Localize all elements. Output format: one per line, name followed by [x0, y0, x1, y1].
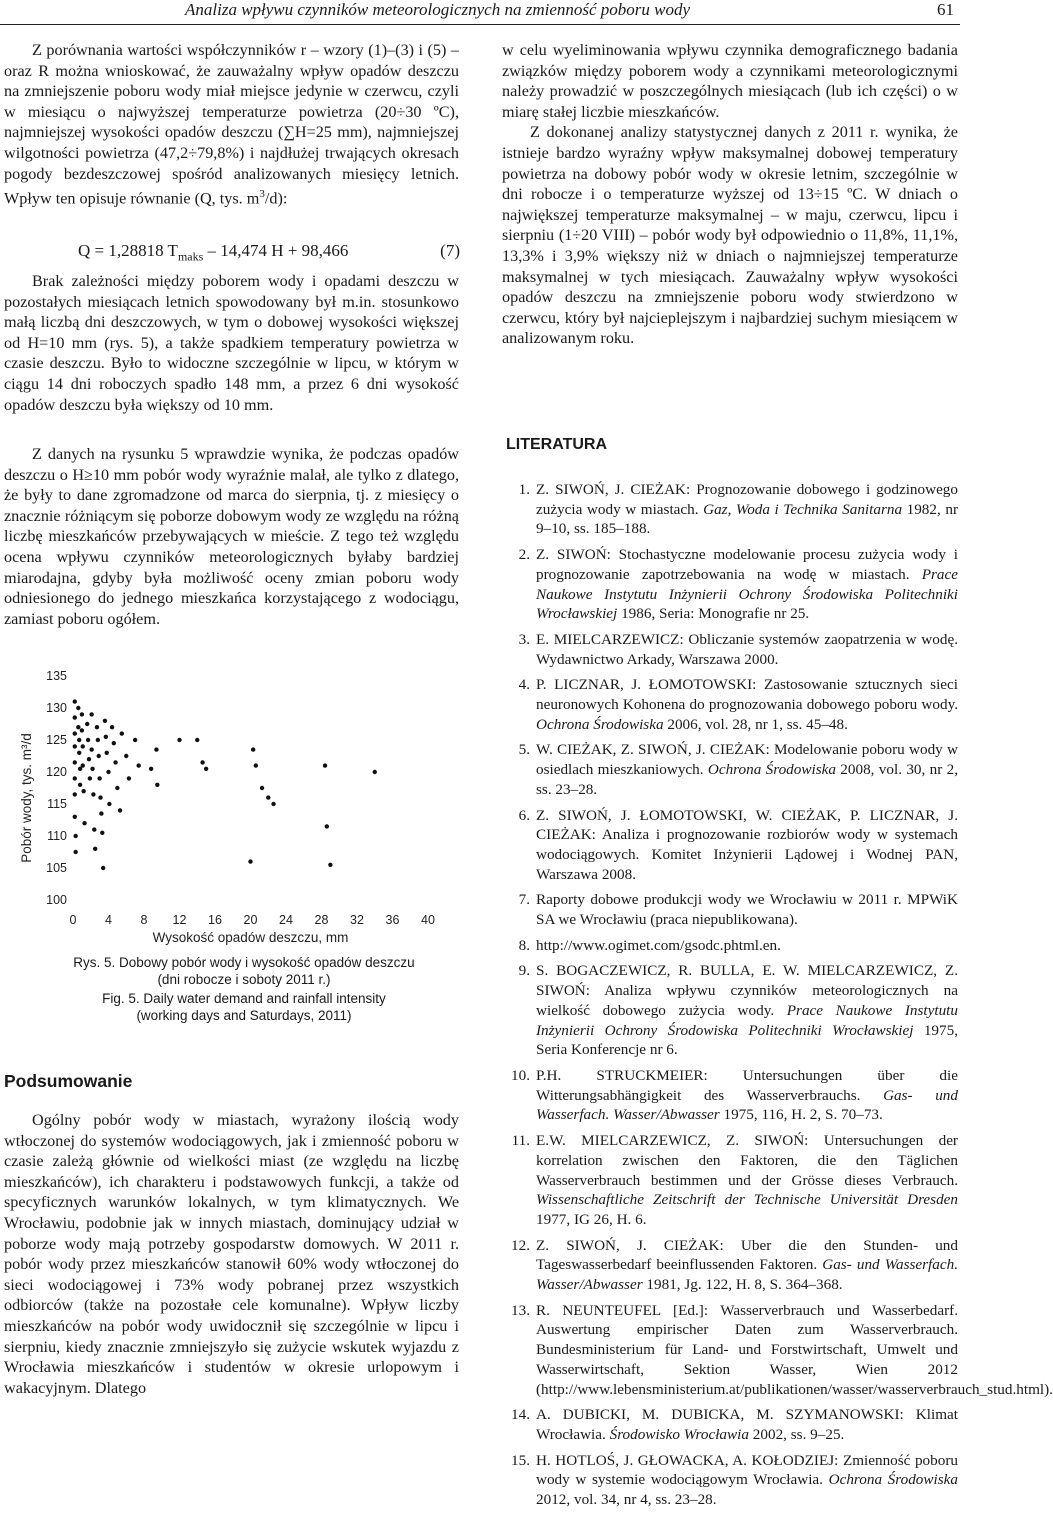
y-tick-label: 100 [46, 893, 67, 907]
scatter-chart [15, 660, 445, 950]
left-paragraph-1: Z porównania wartości współczynników r – wzory (1)–(3) i (5) – oraz R można wnioskować, że zauważalny wpływ opadów deszczu na zmniejszenie poboru wody miał miejsce jedynie w czerwcu, czyli w miesiącu o najwyższej temperaturze powietrza (20÷30 ºC), najmniejszej wysokości opadów deszczu (∑H=25 mm), najmniejszej wilgotności powietrza (47,2÷79,8%) i najdłużej trwających okresach pogody bezdeszczowej spośród analizowanych miesięcy letnich. Wpływ ten opisuje równanie (Q, tys. $m^3/d$): [4, 41, 459, 208]
data-point [73, 760, 77, 764]
data-point [204, 767, 208, 771]
data-point [124, 754, 128, 758]
data-point [133, 738, 137, 742]
data-point [118, 808, 122, 812]
data-point [149, 767, 153, 771]
data-point [73, 715, 77, 719]
left-paragraph-2: Brak zależności między poborem wody i opadami deszczu w pozostałych miesiącach letnich spowodowany był m.in. stosunkowo małą liczbą dni deszczowych, w tym o dobowej wysokości większej od H=10 mm (rys. 5), a także spadkiem temperatury powietrza w czasie deszczu. Było to widoczne szczególnie w lipcu, w którym w ciągu 14 dni roboczych spadło 148 mm, a przez 6 dni wysokość opadów deszczu była większy od 10 mm. [4, 272, 459, 414]
data-point [373, 770, 377, 774]
reference-number: 9. [518, 962, 530, 980]
data-point [76, 706, 80, 710]
y-tick-label: 130 [46, 701, 67, 715]
reference-number: 14. [511, 1406, 530, 1424]
data-point [100, 831, 104, 835]
figure-caption-en: Fig. 5. Daily water demand and rainfall intensity (working days and Saturdays, 2011) [102, 991, 386, 1023]
summary-paragraph: Ogólny pobór wody w miastach, wyrażony ilością wody wtłoczonej do systemów wodociągowych, jak i zmienność poboru w czasie zależą głównie od wielkości miast (ze względu na liczbę mieszkańców), ich charakteru i podstawowych funkcji, a także od specyficznych warunków lokalnych, w tym klimatycznych. We Wrocławiu, podobnie jak w innych miastach, dominujący udział w poborze wody mają potrzeby gospodarstw domowych. W 2011 r. pobór wody przez mieszkańców stanowił 60% wody wtłoczonej do sieci wodociągowej i 73% wody pobranej przez wszystkich odbiorców (także na pozostałe cele komunalne). Wpływ liczby mieszkańców na pobór wody uwidocznił się szczególnie w lipcu i sierpniu, kiedy znacznie zmniejszyło się zużycie wskutek wyjazdu z Wrocławia mieszkańców i studentów w okresie urlopowym i wakacyjnym. Dlatego [4, 1111, 459, 1397]
data-point [113, 760, 117, 764]
reference-item: 15. H. HOTLOŚ, J. GŁOWACKA, A. KOŁODZIEJ: Zmienność poboru wody w systemie wodociągowym Wrocławia. Ochrona Środowiska 2012, vol. 34, nr 4, ss. 23–28. [506, 1451, 958, 1510]
data-point [248, 859, 252, 863]
data-point [73, 776, 77, 780]
data-point [76, 725, 80, 729]
data-point [97, 754, 101, 758]
reference-number: 8. [518, 936, 530, 954]
reference-number: 12. [511, 1236, 530, 1254]
data-point [254, 763, 258, 767]
reference-number: 15. [511, 1451, 530, 1469]
section-heading-summary: Podsumowanie [4, 1071, 133, 1091]
data-point [86, 738, 90, 742]
y-tick-label: 125 [46, 733, 67, 747]
figure-caption-pl: Rys. 5. Dobowy pobór wody i wysokość opadów deszczu (dni robocze i soboty 2011 r.) [73, 955, 415, 987]
data-point [99, 811, 103, 815]
data-point [260, 786, 264, 790]
y-tick-label: 120 [46, 765, 67, 779]
data-point [80, 712, 84, 716]
data-point [110, 725, 114, 729]
x-axis-label: Wysokość opadów deszczu, mm [152, 930, 349, 945]
data-point [77, 738, 81, 742]
data-point [325, 824, 329, 828]
reference-number: 6. [518, 806, 530, 824]
data-point [82, 821, 86, 825]
data-point [127, 776, 131, 780]
data-point [92, 827, 96, 831]
section-heading-literature: LITERATURA [506, 436, 608, 453]
data-point [73, 792, 77, 796]
reference-number: 3. [518, 630, 530, 648]
data-point [98, 795, 102, 799]
reference-number: 11. [511, 1132, 530, 1150]
equation-number: (7) [440, 241, 460, 260]
data-point [80, 728, 84, 732]
data-point [78, 783, 82, 787]
x-tick-label: 24 [279, 913, 293, 927]
data-point [81, 789, 85, 793]
reference-item: 13. R. NEUNTEUFEL [Ed.]: Wasserverbrauch und Wasserbedarf. Auswertung empirischer Daten zum Wasserverbrauch. Bundesministerium für Land- und Forstwirtschaft, Umwelt und Wasserwirtschaft, Sektion Wasser, Wien 2012 (http://www.lebensministerium.at/publikationen/wasser/wasserverbrauch_stud.html). [506, 1301, 958, 1400]
reference-item: 6. Z. SIWOŃ, J. ŁOMOTOWSKI, W. CIEŻAK, P. LICZNAR, J. CIEŻAK: Analiza i prognozowanie rozbiorów wody w systemach wodociągowych. Komitet Inżynierii Lądowej i Wodnej PAN, Warszawa 2008. [506, 806, 958, 885]
equation-7: Q = 1,28818 $T_{maks} - 14,474$ H + 98,466 (7) [78, 241, 460, 264]
data-point [154, 747, 158, 751]
data-point [89, 747, 93, 751]
reference-item: 1. Z. SIWOŃ, J. CIEŻAK: Prognozowanie dobowego i godzinowego zużycia wody w miastach. Gaz, Woda i Technika Sanitarna 1982, nr 9–10, ss. 185–188. [506, 480, 958, 539]
data-point [95, 725, 99, 729]
reference-item: 14. A. DUBICKI, M. DUBICKA, M. SZYMANOWSKI: Klimat Wrocławia. Środowisko Wrocławia 2002, ss. 9–25. [506, 1405, 958, 1444]
reference-item: 10. P.H. STRUCKMEIER: Untersuchungen über die Witterungsabhängigkeit des Wasserverbrauchs. Gas- und Wasserfach. Wasser/Abwasser 1975, 116, H. 2, S. 70–73. [506, 1066, 958, 1125]
x-tick-label: 4 [105, 913, 112, 927]
data-point [120, 731, 124, 735]
page-number: 61 [937, 0, 954, 19]
y-tick-label: 110 [47, 829, 67, 843]
header-rule [0, 24, 960, 25]
data-point [97, 776, 101, 780]
data-point [195, 738, 199, 742]
reference-item: 2. Z. SIWOŃ: Stochastyczne modelowanie procesu zużycia wody i prognozowanie zapotrzebowania na wodę w miastach. Prace Naukowe Instytutu Inżynierii Ochrony Środowiska Politechniki Wrocławskiej 1986, Seria: Monografie nr 25. [506, 545, 958, 624]
x-tick-label: 32 [350, 913, 364, 927]
reference-item: 9. S. BOGACZEWICZ, R. BULLA, E. W. MIELCARZEWICZ, Z. SIWOŃ: Analiza wpływu czynników meteorologicznych na wielkość dobowego zużycia wody. Prace Naukowe Instytutu Inżynierii Ochrony Środowiska Politechniki Wrocławskiej 1975, Seria Konferencje nr 6. [506, 961, 958, 1060]
x-tick-label: 36 [385, 913, 400, 927]
reference-item: 7. Raporty dobowe produkcji wody we Wrocławiu w 2011 r. MPWiK SA we Wrocławiu (praca niepublikowana). [506, 890, 958, 929]
data-point [88, 776, 92, 780]
reference-item: 5. W. CIEŻAK, Z. SIWOŃ, J. CIEŻAK: Modelowanie poboru wody w osiedlach mieszkaniowych. Ochrona Środowiska 2008, vol. 30, nr 2, ss. 23–28. [506, 740, 958, 799]
data-point [266, 795, 270, 799]
data-point [106, 770, 110, 774]
data-point [200, 760, 204, 764]
reference-number: 13. [511, 1301, 530, 1319]
data-point [105, 751, 109, 755]
data-point [91, 792, 95, 796]
x-tick-label: 12 [172, 913, 187, 927]
data-point [77, 751, 81, 755]
reference-item: 3. E. MIELCARZEWICZ: Obliczanie systemów zaopatrzenia w wodę. Wydawnictwo Arkady, Warszawa 2000. [506, 630, 958, 669]
data-point [73, 731, 77, 735]
data-point [251, 747, 255, 751]
y-tick-label: 135 [46, 669, 67, 683]
data-point [271, 802, 275, 806]
left-paragraph-3: Z danych na rysunku 5 wprawdzie wynika, że podczas opadów deszczu o H≥10 mm pobór wody wyraźnie malał, ale tylko z dlatego, że były to dane zgromadzone od marca do sierpnia, tj. z miesięcy o znacznie różniącym się poborze dobowym wody ze względu na różną liczbę mieszkańców przebywających w mieście. Z tego też względu ocena wpływu czynników meteorologicznych byłaby bardziej miarodajna, gdyby była możliwość oceny zmian poboru wody odniesionego do jednego mieszkańca korzystającego z wodociągu, zamiast poboru ogółem. [4, 445, 459, 628]
data-point [101, 866, 105, 870]
data-point [177, 738, 181, 742]
data-point [93, 847, 97, 851]
data-point [115, 786, 119, 790]
x-tick-label: 8 [140, 913, 148, 927]
data-point [85, 722, 89, 726]
data-point [73, 850, 77, 854]
data-point [136, 763, 140, 767]
data-point [112, 741, 116, 745]
data-point [107, 802, 111, 806]
x-tick-label: 16 [208, 913, 222, 927]
x-tick-label: 40 [421, 913, 435, 927]
x-tick-label: 28 [314, 913, 329, 927]
reference-list [506, 480, 1053, 1516]
data-point [87, 757, 91, 761]
reference-item: 4. P. LICZNAR, J. ŁOMOTOWSKI: Zastosowanie sztucznych sieci neuronowych Kohonena do prognozowania dobowego poboru wody. Ochrona Środowiska 2006, vol. 28, nr 1, ss. 45–48. [506, 675, 958, 734]
data-point [73, 744, 77, 748]
y-axis-label: Pobór wody, tys. m³/d [19, 733, 34, 863]
right-text: w celu wyeliminowania wpływu czynnika demograficznego badania związków między poborem wody a czynnikami meteorologicznymi należy prowadzić w poszczególnych miesiącach (lub ich części) o w miarę stałej liczbie mieszkańców. Z dokonanej analizy statystycznej danych z 2011 r. wynika, że istnieje bardzo wyraźny wpływ maksymalnej dobowej temperatury powietrza na dobowy pobór wody w okresie letnim, szczególnie w dni robocze i o temperaturze wyższej od 13÷15 ºC. W dniach o największej temperaturze maksymalnej – w maju, czerwcu, lipcu i sierpniu (1÷20 VIII) – pobór wody był odpowiednio o 11,8%, 11,1%, 13,3% i 3,9% większy niż w dniach o najmniejszej temperaturze maksymalnej w tych miesiącach. Zauważalny wpływ wysokości opadów deszczu na zmniejszenie poboru wody stwierdzono w czerwcu, który był najcieplejszym i najbardziej suchym miesiącem w analizowanym roku. [502, 41, 958, 348]
data-point [89, 712, 93, 716]
data-point [104, 735, 108, 739]
data-point [96, 738, 100, 742]
reference-number: 7. [518, 891, 530, 909]
data-point [73, 815, 77, 819]
reference-item: 12. Z. SIWOŃ, J. CIEŻAK: Uber die den Stunden- und Tageswasserbedarf beeinflussenden Faktoren. Gas- und Wasserfach. Wasser/Abwasser 1981, Jg. 122, H. 8, S. 364–368. [506, 1236, 958, 1295]
data-point [81, 744, 85, 748]
data-point [323, 763, 327, 767]
data-point [328, 863, 332, 867]
reference-item: 8. http://www.ogimet.com/gsodc.phtml.en. [506, 936, 958, 956]
reference-item: 11. E.W. MIELCARZEWICZ, Z. SIWOŃ: Untersuchungen der korrelation zwischen den Faktoren, die den Täglichen Wasserverbrauch bestimmen und der Grösse dieses Verbrauch. Wissenschaftliche Zeitschrift der Technische Universität Dresden 1977, IG 26, H. 6. [506, 1131, 958, 1230]
reference-number: 5. [518, 741, 530, 759]
y-tick-label: 105 [46, 861, 67, 875]
data-point [81, 763, 85, 767]
reference-number: 10. [511, 1066, 530, 1084]
data-point [155, 783, 159, 787]
data-point [90, 767, 94, 771]
x-tick-label: 20 [243, 913, 258, 927]
reference-number: 4. [518, 676, 530, 694]
x-tick-label: 0 [69, 913, 77, 927]
data-point [73, 834, 77, 838]
reference-number: 2. [518, 546, 530, 564]
y-tick-label: 115 [47, 797, 67, 811]
reference-number: 1. [518, 481, 530, 498]
data-point [103, 719, 107, 723]
running-header-title: Analiza wpływu czynników meteorologicznych na zmienność poboru wody [185, 0, 691, 19]
data-point [73, 699, 77, 703]
